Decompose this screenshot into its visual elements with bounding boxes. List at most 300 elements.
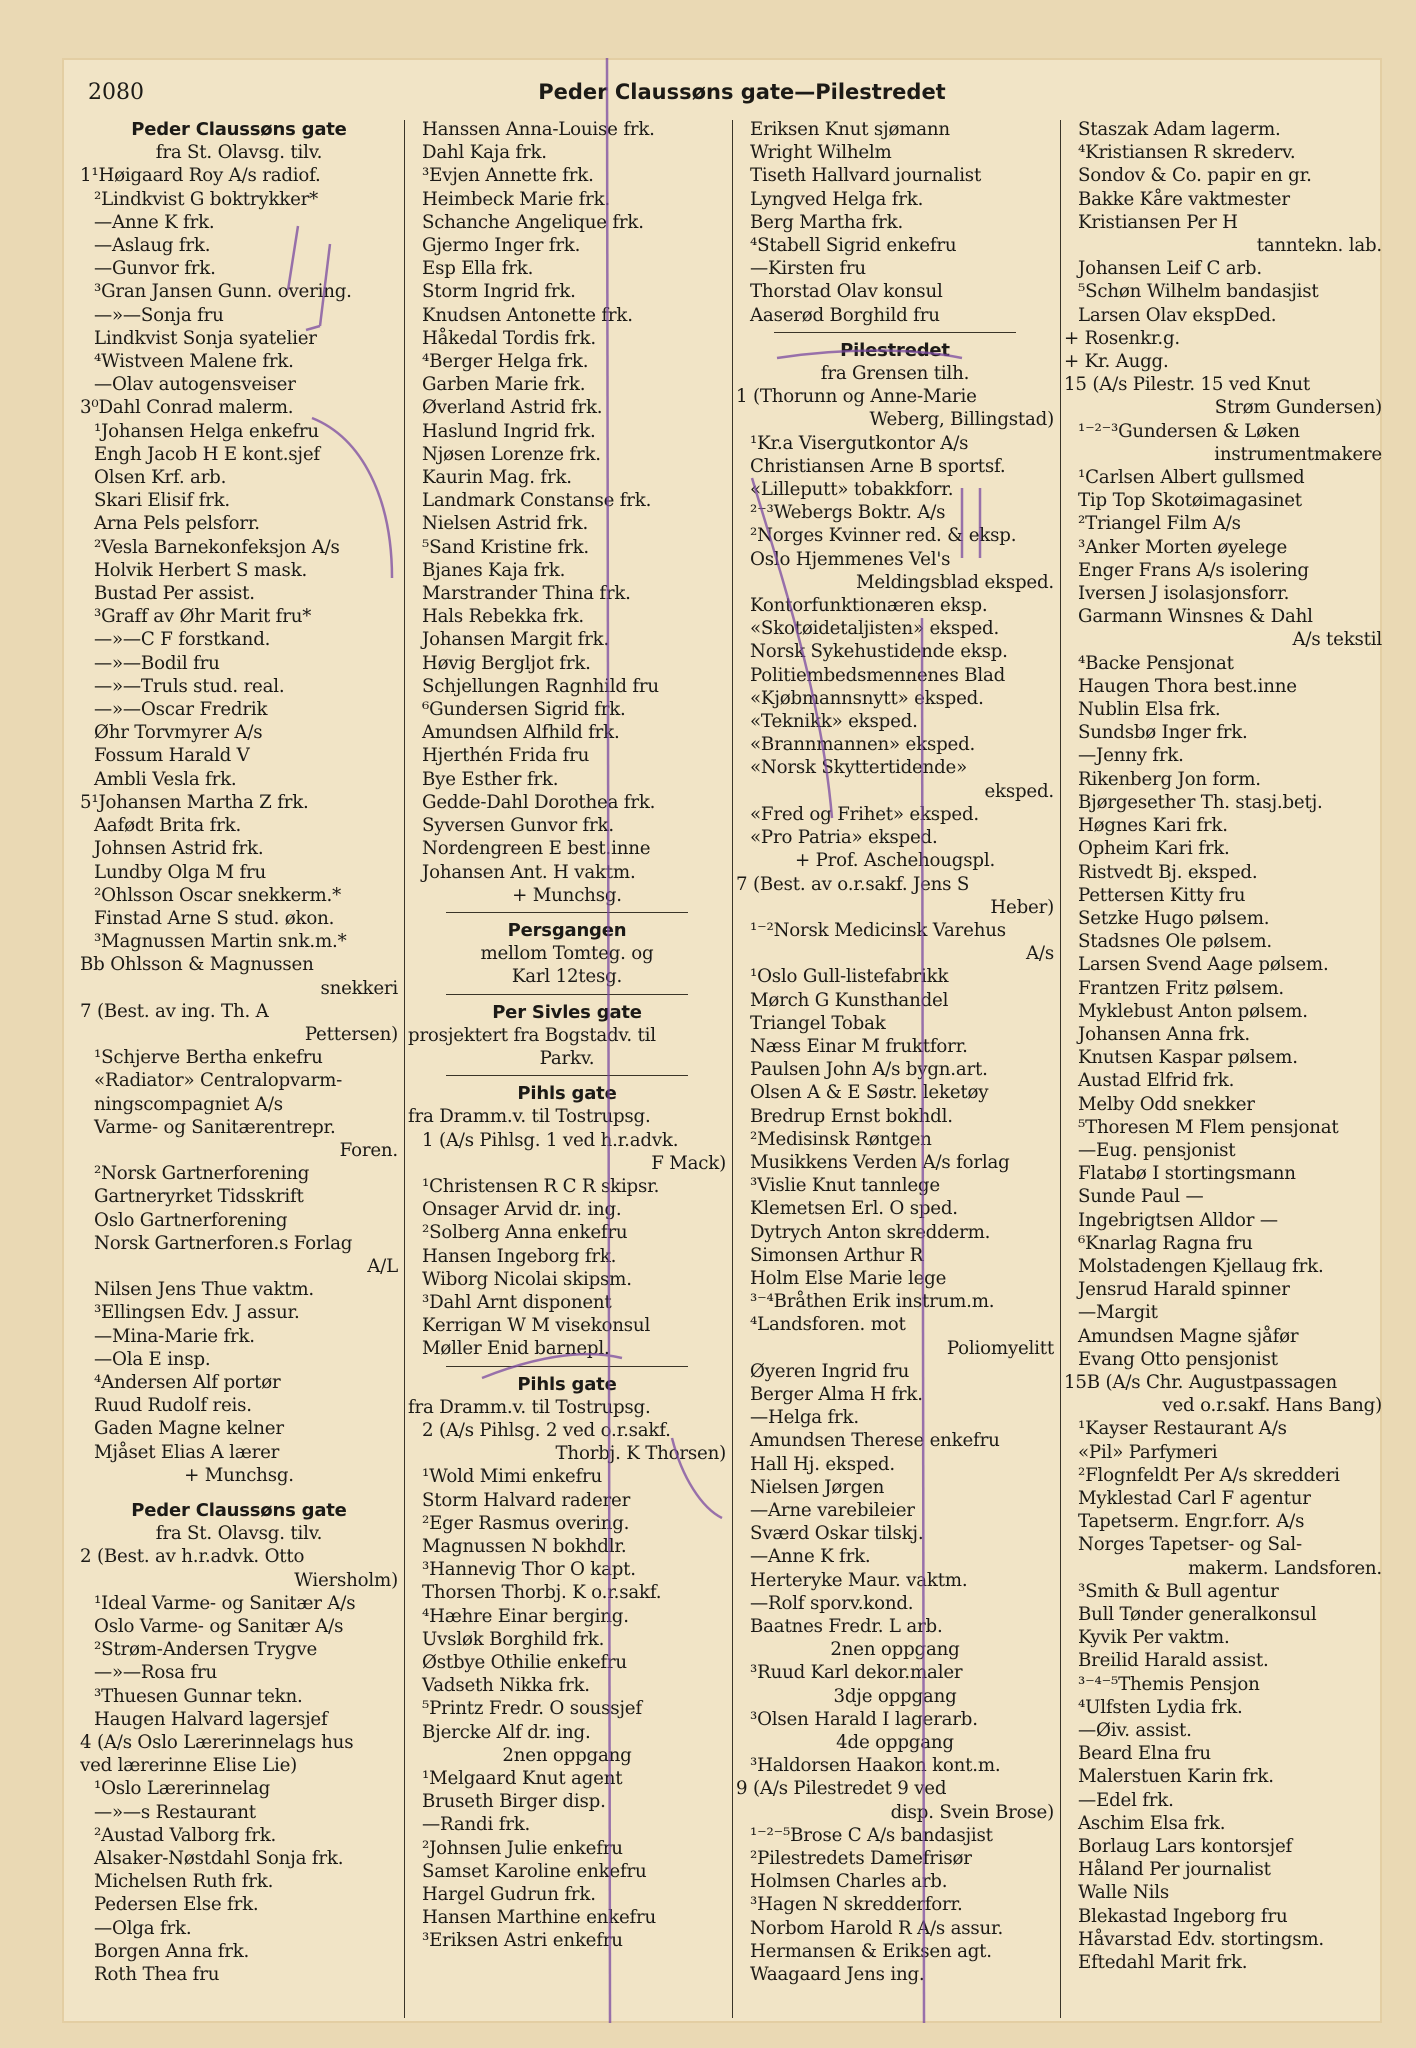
directory-entry: Hanssen Anna-Louise frk. bbox=[422, 119, 655, 140]
directory-entry: 9 (A/s Pilestredet 9 ved bbox=[736, 1778, 947, 1800]
directory-entry: + Prof. Aschehougspl. bbox=[794, 850, 996, 872]
directory-entry: Olsen Krf. arb. bbox=[94, 467, 227, 489]
directory-entry: ⁴Backe Pensjonat bbox=[1078, 652, 1234, 674]
directory-entry: ³Eriksen Astri enkefru bbox=[422, 1930, 623, 1952]
directory-entry: Hargel Gudrun frk. bbox=[422, 1884, 596, 1906]
directory-entry: «Fred og Frihet» eksped. bbox=[750, 803, 979, 825]
directory-entry: ²Norges Kvinner red. & eksp. bbox=[750, 525, 1017, 547]
directory-entry: instrumentmakere bbox=[1214, 443, 1382, 465]
directory-entry: Heimbeck Marie frk. bbox=[422, 188, 611, 210]
directory-entry: 1 (A/s Pihlsg. 1 ved h.r.advk. bbox=[422, 1129, 679, 1151]
directory-entry: Rikenberg Jon form. bbox=[1078, 768, 1261, 790]
directory-entry: Haslund Ingrid frk. bbox=[422, 420, 596, 442]
directory-entry: ¹⁻²Norsk Medicinsk Varehus bbox=[750, 919, 1006, 941]
directory-entry: —»—Rosa fru bbox=[94, 1662, 218, 1684]
directory-entry: Simonsen Arthur R bbox=[750, 1244, 924, 1266]
directory-entry: ⁴Andersen Alf portør bbox=[94, 1371, 281, 1393]
directory-entry: Larsen Olav ekspDed. bbox=[1078, 304, 1277, 326]
directory-entry: Marstrander Thina frk. bbox=[422, 583, 631, 605]
directory-entry: + Munchsg. bbox=[512, 884, 622, 906]
section-rule bbox=[408, 989, 726, 1001]
directory-entry: ⁵Sand Kristine frk. bbox=[422, 536, 589, 558]
directory-entry: ¹Christensen R C R skipsr. bbox=[422, 1175, 660, 1197]
directory-entry: —Randi frk. bbox=[422, 1814, 531, 1836]
directory-entry: prosjektert fra Bogstadv. til bbox=[408, 1024, 656, 1046]
directory-entry: Holvik Herbert S mask. bbox=[94, 559, 308, 581]
directory-entry: —Anne K frk. bbox=[750, 1546, 871, 1568]
directory-entry: ²Strøm-Andersen Trygve bbox=[94, 1639, 318, 1661]
directory-entry: Dahl Kaja frk. bbox=[422, 142, 547, 164]
directory-entry: —Eug. pensjonist bbox=[1078, 1139, 1236, 1161]
directory-entry: ⁶Gundersen Sigrid frk. bbox=[422, 699, 626, 721]
directory-entry: «Skotøidetaljisten» eksped. bbox=[750, 618, 1000, 640]
directory-entry: A/s tekstil bbox=[1292, 629, 1382, 651]
directory-entry: —Margit bbox=[1078, 1302, 1158, 1324]
directory-entry: ¹⁻²⁻⁵Brose C A/s bandasjist bbox=[750, 1824, 993, 1846]
directory-entry: Heber) bbox=[990, 896, 1054, 918]
directory-entry: 5¹Johansen Martha Z frk. bbox=[80, 791, 309, 813]
directory-entry: Blekastad Ingeborg fru bbox=[1078, 1905, 1288, 1927]
directory-entry: Ambli Vesla frk. bbox=[94, 768, 237, 790]
directory-entry: Johansen Leif C arb. bbox=[1078, 258, 1262, 280]
directory-entry: 2 (A/s Pihlsg. 2 ved o.r.sakf. bbox=[422, 1419, 671, 1441]
directory-entry: 15B (A/s Chr. Augustpassagen bbox=[1064, 1371, 1338, 1393]
directory-entry: Norsk Gartnerforen.s Forlag bbox=[94, 1232, 353, 1254]
directory-entry: 4 (A/s Oslo Lærerinnelags hus bbox=[80, 1732, 354, 1754]
directory-entry: Knudsen Antonette frk. bbox=[422, 304, 633, 326]
directory-entry: Sondov & Co. papir en gr. bbox=[1078, 165, 1312, 187]
directory-entry: fra Dramm.v. til Tostrupsg. bbox=[408, 1106, 651, 1128]
directory-entry: Myklebust Anton pølsem. bbox=[1078, 1000, 1308, 1022]
directory-entry: Wright Wilhelm bbox=[750, 142, 892, 164]
directory-entry: Amundsen Magne sjåfør bbox=[1078, 1325, 1299, 1347]
directory-entry: Johansen Ant. H vaktm. bbox=[422, 861, 636, 883]
directory-entry: ³Magnussen Martin snk.m.* bbox=[94, 931, 347, 953]
directory-entry: —»—C F forstkand. bbox=[94, 629, 271, 651]
directory-entry: Bjørgesether Th. stasj.betj. bbox=[1078, 791, 1323, 813]
directory-entry: —Olga frk. bbox=[94, 1917, 192, 1939]
directory-entry: Sværd Oskar tilskj. bbox=[750, 1523, 924, 1545]
directory-entry: Nilsen Jens Thue vaktm. bbox=[94, 1279, 314, 1301]
directory-entry: Haugen Halvard lagersjef bbox=[94, 1708, 328, 1730]
directory-entry: Frantzen Fritz pølsem. bbox=[1078, 977, 1284, 999]
directory-entry: Pettersen Kitty fru bbox=[1078, 884, 1246, 906]
directory-entry: ²Norsk Gartnerforening bbox=[94, 1163, 310, 1185]
directory-entry: Michelsen Ruth frk. bbox=[94, 1871, 274, 1893]
column-divider bbox=[1060, 120, 1061, 2018]
directory-entry: Høvig Bergljot frk. bbox=[422, 652, 591, 674]
directory-entry: Alsaker-Nøstdahl Sonja frk. bbox=[94, 1848, 344, 1870]
directory-entry: 2nen oppgang bbox=[502, 1744, 632, 1766]
directory-entry: Lundby Olga M fru bbox=[94, 861, 266, 883]
directory-entry: —Helga frk. bbox=[750, 1407, 859, 1429]
directory-entry: Hjerthén Frida fru bbox=[422, 745, 590, 767]
directory-entry: «Pil» Parfymeri bbox=[1078, 1441, 1218, 1463]
directory-entry: Varme- og Sanitærentrepr. bbox=[94, 1116, 336, 1138]
directory-entry: Poliomyelitt bbox=[946, 1337, 1054, 1359]
directory-entry: Politiembedsmennenes Blad bbox=[750, 664, 1006, 686]
directory-entry: ²Ohlsson Oscar snekkerm.* bbox=[94, 884, 342, 906]
directory-entry: Onsager Arvid dr. ing. bbox=[422, 1199, 622, 1221]
directory-entry: Thorbj. K Thorsen) bbox=[555, 1443, 726, 1465]
directory-entry: Amundsen Alfhild frk. bbox=[422, 722, 620, 744]
directory-entry: Kaurin Mag. frk. bbox=[422, 467, 572, 489]
directory-entry: Magnussen N bokhdlr. bbox=[422, 1535, 627, 1557]
directory-entry: —Kirsten fru bbox=[750, 258, 866, 280]
directory-entry: ²Solberg Anna enkefru bbox=[422, 1222, 628, 1244]
directory-entry: Holmsen Charles arb. bbox=[750, 1871, 948, 1893]
directory-entry: Eriksen Knut sjømann bbox=[750, 119, 950, 140]
directory-entry: fra Grensen tilh. bbox=[820, 363, 970, 385]
directory-entry: —Øiv. assist. bbox=[1078, 1720, 1192, 1742]
directory-entry: «Brannmannen» eksped. bbox=[750, 734, 976, 756]
directory-entry: 1 (Thorunn og Anne-Marie bbox=[736, 386, 977, 408]
directory-entry: ³Ruud Karl dekor.maler bbox=[750, 1662, 963, 1684]
directory-entry: Finstad Arne S stud. økon. bbox=[94, 907, 335, 929]
directory-entry: fra St. Olavsg. tilv. bbox=[155, 142, 323, 164]
directory-entry: Wiborg Nicolai skipsm. bbox=[422, 1268, 632, 1290]
page-number: 2080 bbox=[88, 80, 144, 105]
directory-entry: Roth Thea fru bbox=[94, 1964, 220, 1986]
directory-entry: 2 (Best. av h.r.advk. Otto bbox=[80, 1546, 305, 1568]
directory-entry: Engh Jacob H E kont.sjef bbox=[94, 443, 320, 465]
directory-entry: Parkv. bbox=[539, 1047, 595, 1069]
directory-entry: ²Pilestredets Damefrisør bbox=[750, 1848, 972, 1870]
directory-entry: Øverland Astrid frk. bbox=[422, 397, 603, 419]
directory-entry: Staszak Adam lagerm. bbox=[1078, 119, 1281, 140]
street-heading: Pilestredet bbox=[840, 339, 950, 361]
directory-entry: Knutsen Kaspar pølsem. bbox=[1078, 1047, 1298, 1069]
directory-entry: Gartneryrket Tidsskrift bbox=[94, 1186, 304, 1208]
directory-entry: Klemetsen Erl. O sped. bbox=[750, 1198, 958, 1220]
directory-entry: Karl 12tesg. bbox=[511, 966, 623, 988]
directory-entry: Vadseth Nikka frk. bbox=[422, 1675, 590, 1697]
directory-entry: Bjanes Kaja frk. bbox=[422, 559, 566, 581]
directory-entry: «Kjøbmannsnytt» eksped. bbox=[750, 687, 984, 709]
directory-entry: Johnsen Astrid frk. bbox=[94, 838, 264, 860]
directory-entry: Bye Esther frk. bbox=[422, 768, 559, 790]
page-title: Peder Claussøns gate—Pilestredet bbox=[538, 80, 946, 104]
directory-entry: Ristvedt Bj. eksped. bbox=[1078, 861, 1258, 883]
directory-entry: 15 (A/s Pilestr. 15 ved Knut bbox=[1064, 374, 1311, 396]
directory-entry: —»—Truls stud. real. bbox=[94, 675, 285, 697]
directory-entry: Meldingsblad eksped. bbox=[855, 571, 1054, 593]
directory-entry: —Ola E insp. bbox=[94, 1348, 211, 1370]
directory-entry: Garmann Winsnes & Dahl bbox=[1078, 606, 1313, 628]
directory-entry: Bredrup Ernst bokhdl. bbox=[750, 1105, 953, 1127]
directory-entry: Eftedahl Marit frk. bbox=[1078, 1952, 1248, 1974]
directory-entry: Bjercke Alf dr. ing. bbox=[422, 1721, 591, 1743]
directory-entry: Tip Top Skotøimagasinet bbox=[1078, 490, 1302, 512]
directory-entry: ³⁻⁴Bråthen Erik instrum.m. bbox=[750, 1291, 995, 1313]
directory-entry: —»—s Restaurant bbox=[94, 1801, 256, 1823]
directory-entry: Høgnes Kari frk. bbox=[1078, 815, 1228, 837]
directory-entry: Myklestad Carl F agentur bbox=[1078, 1487, 1311, 1509]
directory-entry: Mjåset Elias A lærer bbox=[94, 1441, 280, 1463]
directory-entry: —Arne varebileier bbox=[750, 1499, 915, 1521]
directory-entry: Storm Halvard raderer bbox=[422, 1489, 631, 1511]
directory-entry: Christiansen Arne B sportsf. bbox=[750, 455, 1006, 477]
directory-entry: A/L bbox=[367, 1255, 398, 1277]
directory-entry: Borgen Anna frk. bbox=[94, 1940, 250, 1962]
directory-entry: ³Haldorsen Haakon kont.m. bbox=[750, 1755, 1001, 1777]
directory-entry: Breilid Harald assist. bbox=[1078, 1650, 1269, 1672]
column-2 bbox=[408, 118, 726, 1953]
directory-entry: Baatnes Fredr. L arb. bbox=[750, 1616, 943, 1637]
directory-entry: ¹Oslo Lærerinnelag bbox=[94, 1778, 271, 1800]
page-header bbox=[62, 58, 1382, 108]
directory-entry: fra St. Olavsg. tilv. bbox=[155, 1523, 323, 1545]
street-heading: Per Sivles gate bbox=[492, 1001, 642, 1023]
directory-entry: Aschim Elsa frk. bbox=[1078, 1812, 1226, 1834]
directory-entry: ⁴Stabell Sigrid enkefru bbox=[750, 235, 957, 257]
directory-entry: ²Medisinsk Røntgen bbox=[750, 1128, 932, 1150]
directory-entry: —»—Bodil fru bbox=[94, 652, 220, 674]
directory-entry: 3⁰Dahl Conrad malerm. bbox=[80, 397, 294, 419]
directory-entry: 7 (Best. av ing. Th. A bbox=[80, 1000, 269, 1022]
directory-entry: Berger Alma H frk. bbox=[750, 1383, 923, 1405]
directory-entry: Norsk Sykehustidende eksp. bbox=[750, 641, 1008, 663]
directory-entry: ⁴Wistveen Malene frk. bbox=[94, 351, 294, 373]
directory-entry: Molstadengen Kjellaug frk. bbox=[1078, 1255, 1324, 1277]
directory-entry: «Teknikk» eksped. bbox=[750, 711, 918, 733]
directory-entry: Bull Tønder generalkonsul bbox=[1078, 1604, 1317, 1625]
directory-entry: ¹⁻²⁻³Gundersen & Løken bbox=[1078, 420, 1300, 442]
directory-entry: ³Gran Jansen Gunn. overing. bbox=[94, 281, 352, 303]
section-gap bbox=[80, 1487, 398, 1499]
directory-entry: ⁵Printz Fredr. O soussjef bbox=[422, 1698, 642, 1720]
directory-entry: tanntekn. lab. bbox=[1256, 235, 1382, 257]
directory-entry: Uvsløk Borghild frk. bbox=[422, 1628, 605, 1650]
directory-entry: —Edel frk. bbox=[1078, 1789, 1174, 1811]
directory-entry: ²Austad Valborg frk. bbox=[94, 1824, 277, 1846]
directory-entry: ³Olsen Harald I lagerarb. bbox=[750, 1708, 978, 1730]
directory-entry: 1¹Høigaard Roy A/s radiof. bbox=[80, 165, 321, 187]
section-rule bbox=[408, 1361, 726, 1373]
directory-entry: Hansen Ingeborg frk. bbox=[422, 1245, 617, 1267]
directory-entry: Setzke Hugo pølsem. bbox=[1078, 907, 1270, 929]
directory-entry: Austad Elfrid frk. bbox=[1078, 1070, 1235, 1092]
directory-entry: Opheim Kari frk. bbox=[1078, 838, 1230, 860]
directory-entry: ⁴Ulfsten Lydia frk. bbox=[1078, 1696, 1243, 1718]
directory-entry: ved o.r.sakf. Hans Bang) bbox=[1162, 1395, 1382, 1417]
directory-entry: Borlaug Lars kontorsjef bbox=[1078, 1836, 1293, 1858]
directory-entry: Håland Per journalist bbox=[1078, 1859, 1271, 1881]
directory-entry: —Jenny frk. bbox=[1078, 745, 1184, 767]
directory-entry: Walle Nils bbox=[1078, 1882, 1170, 1904]
directory-entry: Jensrud Harald spinner bbox=[1078, 1279, 1290, 1301]
directory-entry: ¹Ideal Varme- og Sanitær A/s bbox=[94, 1592, 356, 1614]
section-rule bbox=[408, 1070, 726, 1082]
directory-entry: Kerrigan W M visekonsul bbox=[422, 1315, 651, 1337]
directory-entry: ningscompagniet A/s bbox=[94, 1093, 283, 1115]
directory-entry: makerm. Landsforen. bbox=[1188, 1557, 1382, 1579]
directory-entry: ³Smith & Bull agentur bbox=[1078, 1580, 1279, 1602]
directory-entry: mellom Tomteg. og bbox=[480, 943, 654, 965]
street-heading: Pihls gate bbox=[517, 1083, 617, 1105]
directory-entry: Nielsen Jørgen bbox=[750, 1476, 885, 1498]
directory-entry: Esp Ella frk. bbox=[422, 258, 534, 280]
column-divider bbox=[404, 120, 405, 2018]
directory-entry: Njøsen Lorenze frk. bbox=[422, 443, 601, 465]
directory-entry: Gaden Magne kelner bbox=[94, 1418, 284, 1440]
street-heading: Pihls gate bbox=[517, 1373, 617, 1395]
directory-entry: Gjermo Inger frk. bbox=[422, 235, 581, 257]
directory-entry: ¹Oslo Gull-listefabrikk bbox=[750, 966, 949, 988]
directory-entry: Ingebrigtsen Alldor — bbox=[1078, 1209, 1278, 1231]
directory-entry: Øhr Torvmyrer A/s bbox=[94, 722, 263, 744]
directory-entry: ³Hagen N skredderforr. bbox=[750, 1894, 963, 1916]
directory-entry: ⁶Knarlag Ragna fru bbox=[1078, 1232, 1253, 1254]
directory-entry: ³⁻⁴⁻⁵Themis Pensjon bbox=[1078, 1673, 1260, 1695]
directory-entry: Østbye Othilie enkefru bbox=[422, 1652, 627, 1673]
directory-entry: ²Flognfeldt Per A/s skredderi bbox=[1078, 1464, 1340, 1486]
directory-entry: ³Thuesen Gunnar tekn. bbox=[94, 1685, 303, 1707]
directory-entry: Thorsen Thorbj. K o.r.sakf. bbox=[422, 1582, 662, 1604]
directory-entry: —»—Oscar Fredrik bbox=[94, 699, 268, 721]
directory-entry: Olsen A & E Søstr. leketøy bbox=[750, 1082, 989, 1104]
directory-entry: Herteryke Maur. vaktm. bbox=[750, 1569, 968, 1591]
directory-entry: 3dje oppgang bbox=[833, 1685, 957, 1707]
directory-entry: Berg Martha frk. bbox=[750, 211, 904, 233]
directory-entry: ³Evjen Annette frk. bbox=[422, 165, 594, 187]
directory-entry: ¹Kr.a Visergutkontor A/s bbox=[750, 432, 969, 454]
directory-entry: Strøm Gundersen) bbox=[1214, 397, 1382, 419]
directory-entry: eksped. bbox=[984, 780, 1054, 802]
directory-entry: A/s bbox=[1026, 943, 1054, 965]
directory-entry: Larsen Svend Aage pølsem. bbox=[1078, 954, 1329, 976]
directory-entry: snekkeri bbox=[320, 977, 398, 999]
directory-entry: Mørch G Kunsthandel bbox=[750, 989, 949, 1011]
directory-entry: ⁴Landsforen. mot bbox=[750, 1314, 906, 1336]
directory-entry: ³Vislie Knut tannlege bbox=[750, 1175, 940, 1197]
directory-entry: Håvarstad Edv. stortingsm. bbox=[1078, 1928, 1324, 1950]
directory-entry: ⁵Thoresen M Flem pensjonat bbox=[1078, 1116, 1339, 1138]
directory-entry: ¹Melgaard Knut agent bbox=[422, 1768, 623, 1790]
directory-entry: Gedde-Dahl Dorothea frk. bbox=[422, 791, 656, 813]
directory-entry: Norges Tapetser- og Sal- bbox=[1078, 1534, 1302, 1556]
directory-entry: Musikkens Verden A/s forlag bbox=[750, 1151, 1010, 1173]
directory-entry: Møller Enid barnepl. bbox=[422, 1338, 610, 1360]
directory-entry: Malerstuen Karin frk. bbox=[1078, 1766, 1274, 1788]
section-rule bbox=[408, 907, 726, 919]
directory-entry: Lindkvist Sonja syatelier bbox=[94, 327, 317, 349]
directory-entry: Iversen J isolasjonsforr. bbox=[1078, 583, 1290, 605]
directory-entry: ¹Johansen Helga enkefru bbox=[94, 420, 319, 442]
column-3 bbox=[736, 118, 1054, 1986]
directory-entry: ³Anker Morten øyelege bbox=[1078, 536, 1288, 558]
directory-entry: ²⁻³Webergs Boktr. A/s bbox=[750, 502, 946, 524]
directory-entry: ved lærerinne Elise Lie) bbox=[80, 1755, 298, 1777]
directory-entry: Nielsen Astrid frk. bbox=[422, 513, 589, 535]
directory-entry: + Munchsg. bbox=[184, 1464, 294, 1486]
directory-entry: Johansen Margit frk. bbox=[422, 629, 610, 651]
directory-entry: Sunde Paul — bbox=[1078, 1186, 1204, 1208]
directory-entry: Wiersholm) bbox=[294, 1569, 398, 1591]
directory-entry: ¹Carlsen Albert gullsmed bbox=[1078, 467, 1305, 489]
directory-entry: Hals Rebekka frk. bbox=[422, 606, 584, 628]
directory-entry: Øyeren Ingrid fru bbox=[750, 1360, 910, 1382]
directory-entry: ²Johnsen Julie enkefru bbox=[422, 1837, 623, 1859]
directory-entry: ⁵Schøn Wilhelm bandasjist bbox=[1078, 281, 1319, 303]
directory-entry: Amundsen Therese enkefru bbox=[750, 1430, 1000, 1452]
directory-entry: Oslo Varme- og Sanitær A/s bbox=[94, 1616, 344, 1637]
directory-entry: Aafødt Brita frk. bbox=[94, 815, 242, 837]
directory-entry: Oslo Hjemmenes Vel's bbox=[750, 548, 951, 570]
directory-entry: —Gunvor frk. bbox=[94, 258, 216, 280]
directory-entry: ²Eger Rasmus overing. bbox=[422, 1512, 630, 1534]
directory-entry: Pettersen) bbox=[304, 1023, 398, 1045]
column-divider bbox=[732, 120, 733, 2018]
column-4 bbox=[1064, 118, 1382, 1974]
directory-entry: + Rosenkr.g. bbox=[1064, 327, 1180, 349]
directory-entry: Melby Odd snekker bbox=[1078, 1093, 1255, 1115]
directory-entry: Lyngved Helga frk. bbox=[750, 188, 924, 210]
street-heading: Persgangen bbox=[507, 919, 627, 941]
directory-entry: Skari Elisif frk. bbox=[94, 490, 231, 512]
directory-entry: ⁴Kristiansen R skrederv. bbox=[1078, 142, 1296, 164]
directory-entry: «Radiator» Centralopvarm- bbox=[94, 1070, 343, 1092]
directory-entry: «Pro Patria» eksped. bbox=[750, 827, 938, 849]
directory-entry: —Olav autogensveiser bbox=[94, 374, 296, 396]
directory-entry: ³Ellingsen Edv. J assur. bbox=[94, 1302, 300, 1324]
directory-entry: Nublin Elsa frk. bbox=[1078, 699, 1221, 721]
street-heading: Peder Claussøns gate bbox=[131, 1499, 347, 1521]
directory-entry: Aaserød Borghild fru bbox=[750, 304, 940, 326]
street-heading: Peder Claussøns gate bbox=[131, 119, 347, 140]
directory-entry: Hermansen & Eriksen agt. bbox=[750, 1940, 992, 1962]
directory-entry: Beard Elna fru bbox=[1078, 1743, 1211, 1765]
directory-entry: Nordengreen E best.inne bbox=[422, 838, 651, 860]
directory-entry: —Aslaug frk. bbox=[94, 235, 211, 257]
directory-entry: —»—Sonja fru bbox=[94, 304, 224, 326]
directory-entry: ³Dahl Arnt disponent bbox=[422, 1291, 612, 1313]
directory-entry: Stadsnes Ole pølsem. bbox=[1078, 931, 1272, 953]
directory-entry: 2nen oppgang bbox=[830, 1639, 960, 1661]
directory-entry: ¹Schjerve Bertha enkefru bbox=[94, 1047, 323, 1069]
directory-entry: Weberg, Billingstad) bbox=[869, 409, 1054, 431]
directory-entry: Syversen Gunvor frk. bbox=[422, 815, 614, 837]
directory-entry: Haugen Thora best.inne bbox=[1078, 675, 1297, 697]
directory-entry: ²Lindkvist G boktrykker* bbox=[94, 188, 319, 210]
directory-entry: Hall Hj. eksped. bbox=[750, 1453, 895, 1475]
directory-entry: Enger Frans A/s isolering bbox=[1078, 559, 1309, 581]
directory-entry: Bb Ohlsson & Magnussen bbox=[80, 954, 314, 976]
directory-entry: Foren. bbox=[339, 1139, 398, 1161]
directory-entry: 7 (Best. av o.r.sakf. Jens S bbox=[736, 873, 970, 895]
directory-entry: ²Triangel Film A/s bbox=[1078, 513, 1241, 535]
directory-entry: Næss Einar M fruktforr. bbox=[750, 1035, 968, 1057]
directory-entry: Bustad Per assist. bbox=[94, 583, 255, 605]
directory-entry: ³Hannevig Thor O kapt. bbox=[422, 1559, 636, 1581]
directory-entry: ⁴Hæhre Einar berging. bbox=[422, 1605, 629, 1627]
directory-entry: Triangel Tobak bbox=[750, 1012, 886, 1034]
directory-entry: Schanche Angelique frk. bbox=[422, 211, 644, 233]
directory-entry: Dytrych Anton skredderm. bbox=[750, 1221, 991, 1243]
directory-entry: Holm Else Marie lege bbox=[750, 1267, 947, 1289]
directory-entry: Waagaard Jens ing. bbox=[750, 1964, 925, 1986]
directory-entry: Hansen Marthine enkefru bbox=[422, 1907, 657, 1929]
directory-entry: Bakke Kåre vaktmester bbox=[1078, 188, 1290, 210]
directory-entry: «Lilleputt» tobakkforr. bbox=[750, 479, 954, 501]
directory-entry: ²Vesla Barnekonfeksjon A/s bbox=[94, 536, 340, 558]
directory-entry: Storm Ingrid frk. bbox=[422, 281, 576, 303]
directory-entry: Tapetserm. Engr.forr. A/s bbox=[1078, 1511, 1305, 1533]
directory-entry: Kyvik Per vaktm. bbox=[1078, 1627, 1230, 1649]
directory-entry: Sundsbø Inger frk. bbox=[1078, 722, 1248, 744]
directory-entry: Fossum Harald V bbox=[94, 745, 250, 767]
directory-entry: Pedersen Else frk. bbox=[94, 1894, 259, 1916]
